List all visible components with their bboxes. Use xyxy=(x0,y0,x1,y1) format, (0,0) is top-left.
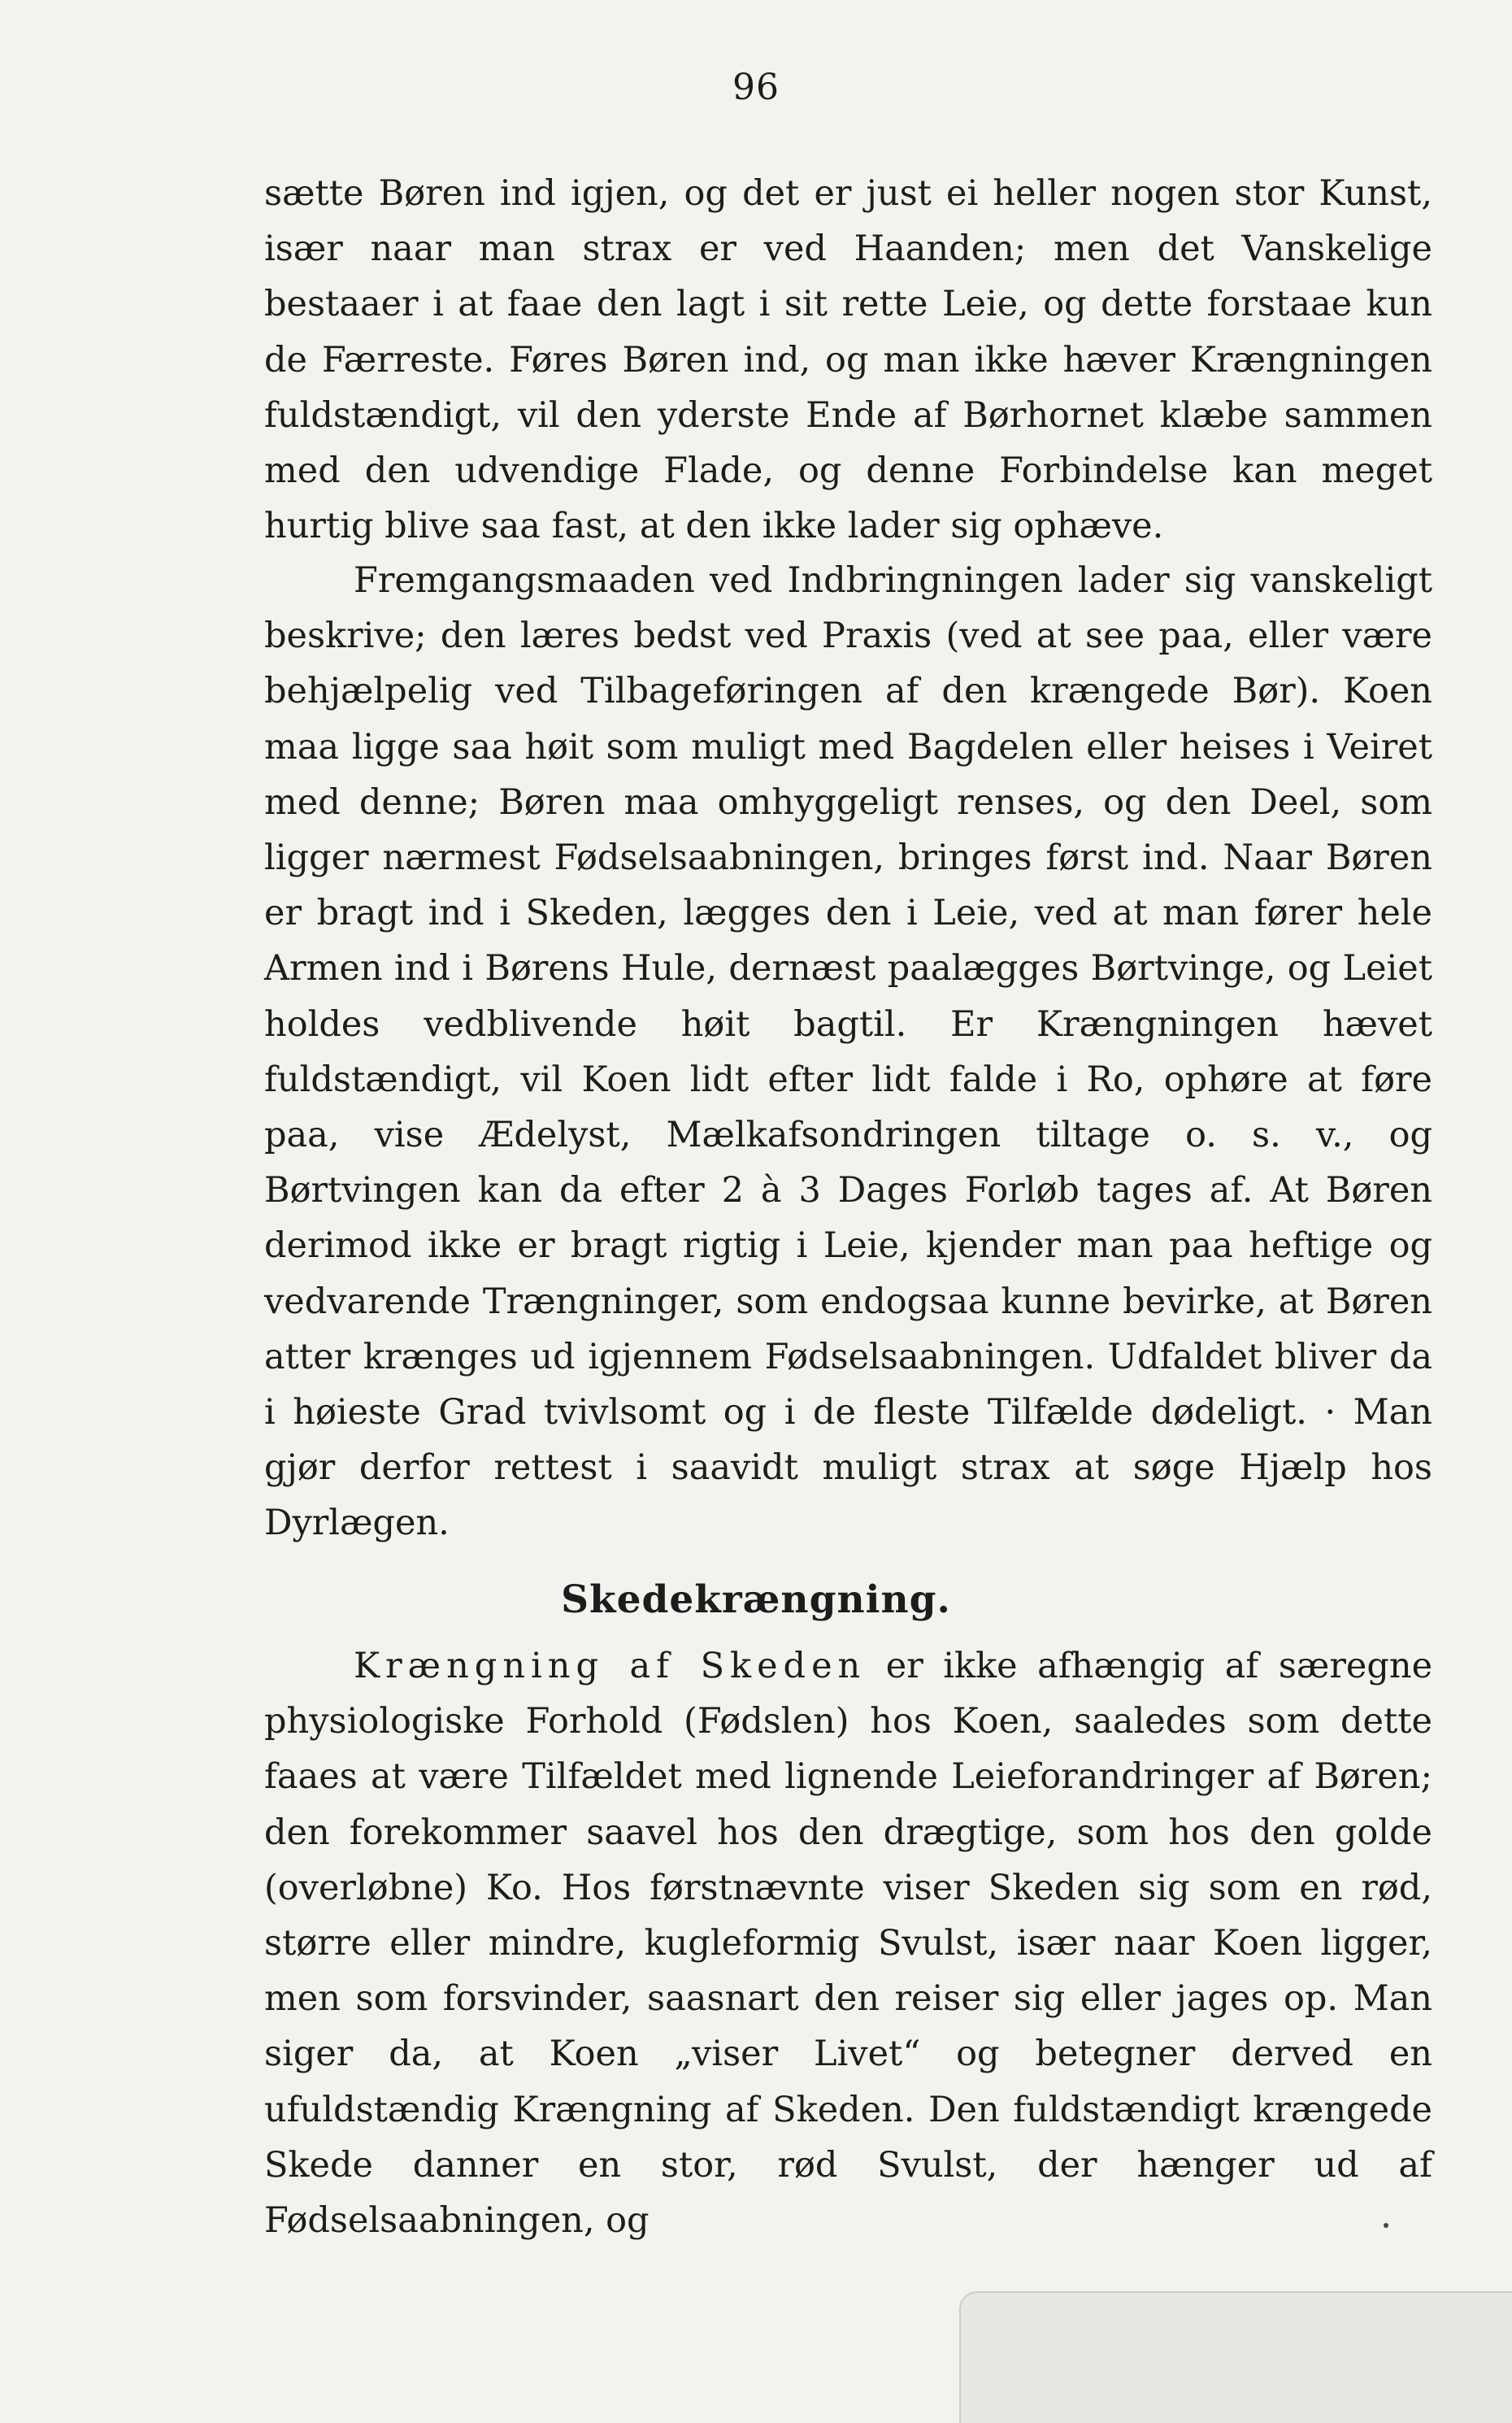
paragraph-2 xyxy=(264,553,1432,1551)
paragraph-3-text xyxy=(264,1638,1432,2248)
page-corner-shadow xyxy=(959,2291,1512,2423)
paragraph-1-text: sætte Børen ind igjen, og det er just ei heller nogen stor Kunst, især naar man strax er ved Haanden; men det Vanskelige bestaaer i at faae den lagt i sit rette Leie, og dette forstaae kun de Færreste. Føres Børen ind, og man ikke hæver Krængningen fuldstændigt, vil den yderste Ende af Børhornet klæbe sammen med den udvendige Flade, og denne Forbindelse kan meget hurtig blive saa fast, at den ikke lader sig ophæve. xyxy=(264,173,1432,547)
paragraph-3-lead-word: Krængning af Skeden xyxy=(354,1646,867,1686)
section-heading: Skedekrængning. xyxy=(561,1577,951,1622)
paragraph-1 xyxy=(264,166,1432,554)
page-number: 96 xyxy=(732,67,780,108)
paragraph-3-rest: er ikke afhængig af særegne physiologiske Forhold (Fødslen) hos Koen, saaledes som dette faaes at være Tilfældet med lignende Leieforandringer af Børen; den forekommer saavel hos den drægtige, som hos den golde (overløbne) Ko. Hos førstnævnte viser Skeden sig som en rød, større eller mindre, kugleformig Svulst, især naar Koen ligger, men som forsvinder, saasnart den reiser sig eller jages op. Man siger da, at Koen „viser Livet“ og betegner derved en ufuldstændig Krængning af Skeden. Den fuldstændigt krængede Skede danner en stor, rød Svulst, der hænger ud af Fødselsaabningen, og xyxy=(264,1646,1433,2242)
paragraph-2-text: Fremgangsmaaden ved Indbringningen lader sig vanskeligt beskrive; den læres bedst ved Praxis (ved at see paa, eller være behjælpelig ved Tilbageføringen af den krængede Bør). Koen maa ligge saa høit som muligt med Bagdelen eller heises i Veiret med denne; Børen maa omhyggeligt renses, og den Deel, som ligger nærmest Fødselsaabningen, bringes først ind. Naar Børen er bragt ind i Skeden, lægges den i Leie, ved at man fører hele Armen ind i Børens Hule, dernæst paalægges Børtvinge, og Leiet holdes vedblivende høit bagtil. Er Krængningen hævet fuldstændigt, vil Koen lidt efter lidt falde i Ro, ophøre at føre paa, vise Ædelyst, Mælkafsondringen tiltage o. s. v., og Børtvingen kan da efter 2 à 3 Dages Forløb tages af. At Børen derimod ikke er bragt rigtig i Leie, kjender man paa heftige og vedvarende Trængninger, som endogsaa kunne bevirke, at Børen atter krænges ud igjennem Fødselsaabningen. Udfaldet bliver da i høieste Grad tvivlsomt og i de fleste Tilfælde dødeligt. · Man gjør derfor rettest i saavidt muligt strax at søge Hjælp hos Dyrlægen. xyxy=(264,560,1432,1544)
stray-ink-mark xyxy=(1384,2223,1388,2228)
paragraph-3 xyxy=(264,1638,1432,2248)
